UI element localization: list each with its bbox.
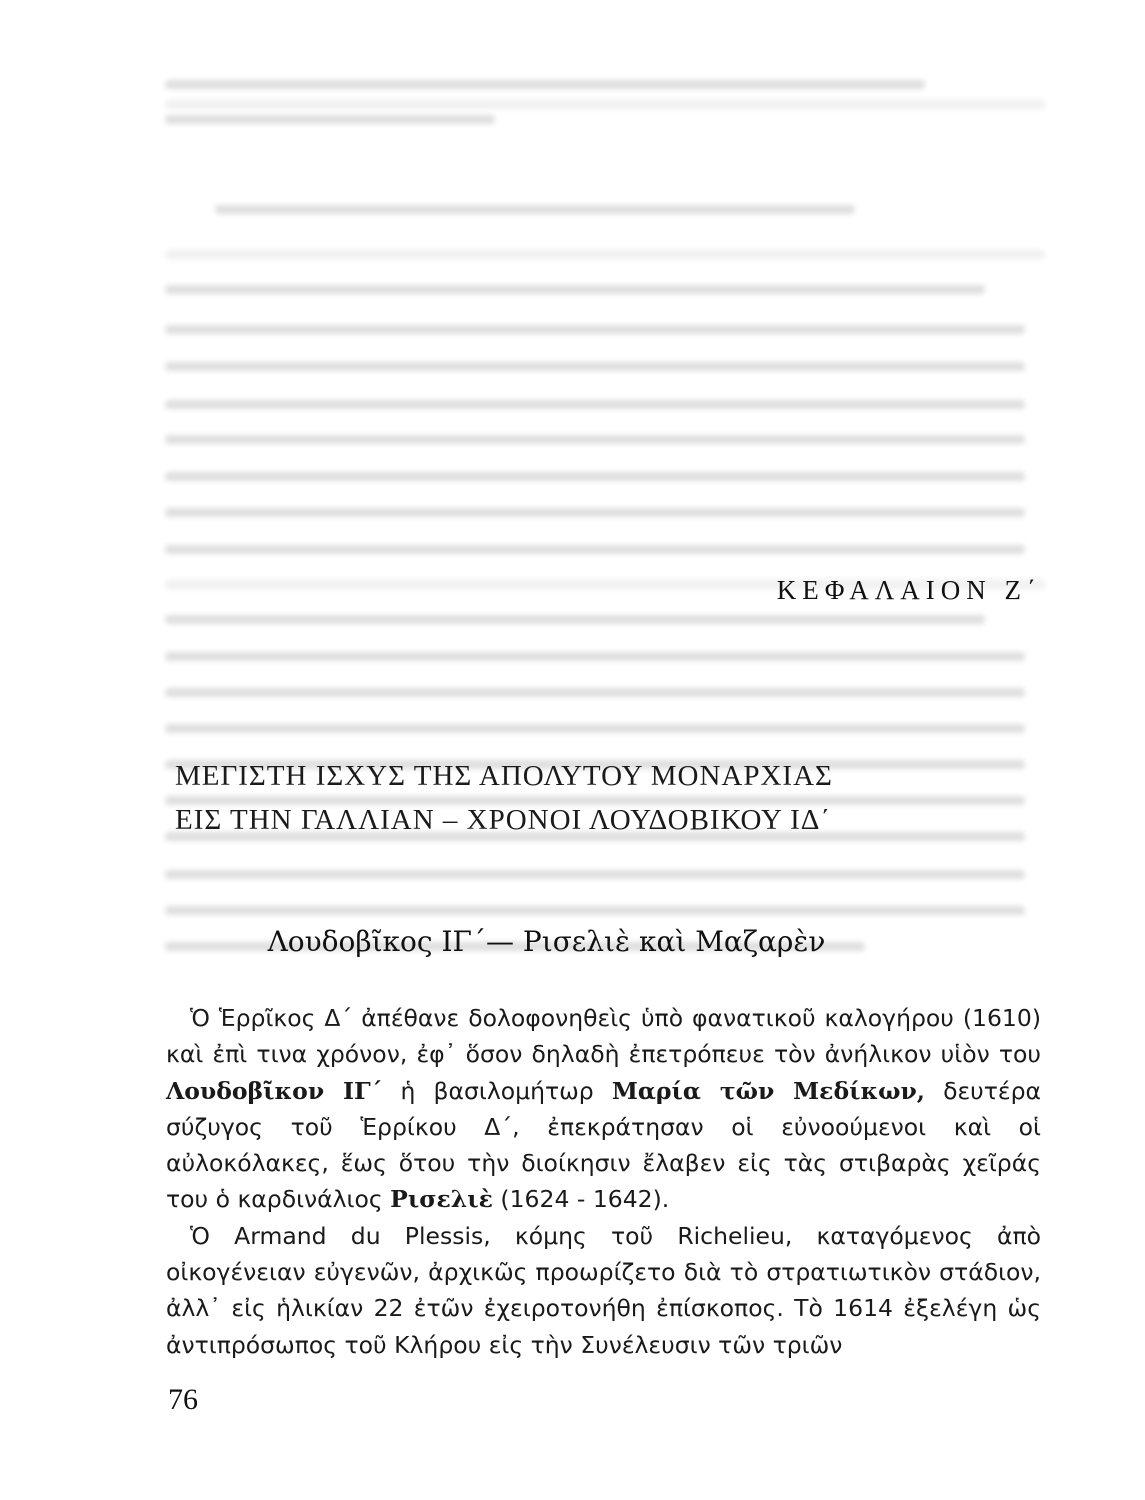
section-title-text: Λουδοβῖκος ΙΓ΄— Ρισελιὲ καὶ Μαζαρὲν — [267, 925, 826, 958]
chapter-label: ΚΕΦΑΛΑΙΟΝ Ζ΄ — [776, 575, 1042, 605]
p1-bold-louis: Λουδοβῖκον ΙΓ΄ — [166, 1076, 383, 1105]
p1-text-2: ἡ βασιλομήτωρ — [382, 1076, 612, 1105]
p1-text-3: δευτέρα σύζυγος τοῦ Ἑρρίκου Δ΄, ἐπεκράτησαν οἱ εὐνοούμενοι καὶ οἱ αὐλοκόλακες, ἕως ὅτου τὴν διοίκησιν ἔλαβεν εἰς τὰς στιβαρὰς χεῖράς του ὁ καρδινάλιος — [166, 1076, 1042, 1214]
section-title — [0, 925, 1145, 958]
paragraph-2: Ὁ Armand du Plessis, κόμης τοῦ Richelieu, καταγόμενος ἀπὸ οἰκογένειαν εὐγενῶν, ἀρχικῶς προωρίζετο διὰ τὸ στρατιωτικὸν στάδιον, ἀλλ᾽ εἰς ἡλικίαν 22 ἐτῶν ἐχειροτονήθη ἐπίσκοπος. Τὸ 1614 ἐξελέγη ὡς ἀντιπρόσωπος τοῦ Κλήρου εἰς τὴν Συνέλευσιν τῶν τριῶν — [166, 1221, 1041, 1359]
p1-text-4: (1624 - 1642). — [492, 1185, 670, 1214]
page-number: 76 — [168, 1383, 198, 1416]
body-text — [166, 1000, 1041, 1363]
p1-text-1: Ὁ Ἑρρῖκος Δ΄ ἀπέθανε δολοφονηθεὶς ὑπὸ φανατικοῦ καλογήρου (1610) καὶ ἐπὶ τινα χρόνον, ἐφ᾽ ὅσον δηλαδὴ ἐπετρόπευε τὸν ἀνήλικον υἱὸν του — [166, 1004, 1041, 1069]
paragraph-1 — [166, 1000, 1041, 1218]
p1-bold-maria: Μαρία τῶν Μεδίκων, — [611, 1076, 925, 1105]
chapter-heading-line-1: ΜΕΓΙΣΤΗ ΙΣΧΥΣ ΤΗΣ ΑΠΟΛΥΤΟΥ ΜΟΝΑΡΧΙΑΣ — [175, 760, 833, 792]
chapter-heading-line-2: ΕΙΣ ΤΗΝ ΓΑΛΛΙΑΝ – ΧΡΟΝΟΙ ΛΟΥΔΟΒΙΚΟΥ ΙΔ΄ — [175, 804, 832, 836]
p1-bold-richelieu: Ρισελιὲ — [390, 1185, 493, 1214]
